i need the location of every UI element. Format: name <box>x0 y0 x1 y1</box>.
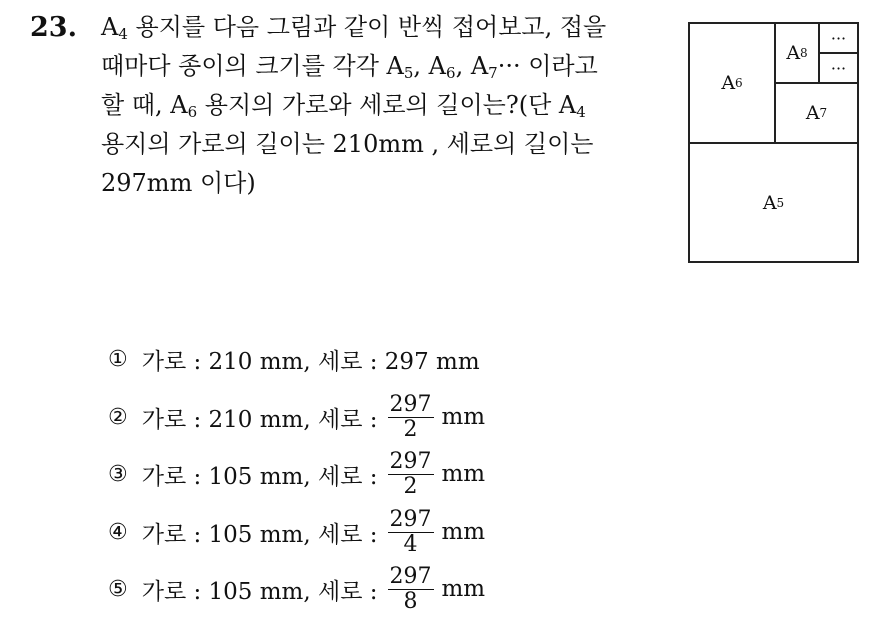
choice-marker: ① <box>108 346 128 372</box>
a6-region: A 6 <box>688 22 776 144</box>
choice-unit: mm <box>441 461 486 487</box>
choice-2[interactable] <box>108 389 485 445</box>
paper-fold-diagram <box>688 22 859 263</box>
choice-marker: ② <box>108 404 128 430</box>
choice-unit: mm <box>441 576 486 602</box>
question-line-5: 297mm 이다) <box>101 169 256 197</box>
a8-region: A 8 <box>774 22 820 84</box>
fraction-denominator: 4 <box>403 531 418 557</box>
choice-text: 가로 : 210 mm, 세로 : <box>141 406 378 433</box>
a5-region: A 5 <box>688 142 859 263</box>
fraction <box>388 450 434 499</box>
fraction <box>388 565 434 614</box>
question-line-2: 때마다 종이의 크기를 각각 $A_5$, $A_6$, $A_7\cdot\cdot\cdot$ 이라고 <box>101 52 598 82</box>
a7-region: A 7 <box>774 82 859 144</box>
choice-text: 가로 : 105 mm, 세로 : <box>141 578 378 605</box>
fraction-denominator: 8 <box>403 588 418 614</box>
question-line-3: 할 때, $A_6$ 용지의 가로와 세로의 길이는?(단 $A_4$ <box>101 91 586 121</box>
choice-text: 가로 : 210 mm, 세로 : 297 mm <box>141 348 480 375</box>
choice-marker: ③ <box>108 461 128 487</box>
choice-text: 가로 : 105 mm, 세로 : <box>141 521 378 548</box>
fraction <box>388 508 434 557</box>
fraction-denominator: 2 <box>403 416 418 442</box>
fraction-numerator: 297 <box>389 506 432 532</box>
a9-region: ··· <box>818 22 859 54</box>
choice-marker: ⑤ <box>108 576 128 602</box>
choice-text: 가로 : 105 mm, 세로 : <box>141 463 378 490</box>
fraction <box>388 393 434 442</box>
choice-marker: ④ <box>108 519 128 545</box>
question-text <box>101 8 661 203</box>
choice-unit: mm <box>441 404 486 430</box>
choice-4[interactable] <box>108 504 485 560</box>
choice-unit: mm <box>441 519 486 545</box>
question-line-4: 용지의 가로의 길이는 210mm , 세로의 길이는 <box>101 130 594 158</box>
fraction-numerator: 297 <box>389 448 432 474</box>
choice-1[interactable] <box>108 331 480 387</box>
choice-5[interactable] <box>108 561 485 617</box>
question-number: 23. <box>30 12 77 43</box>
fraction-denominator: 2 <box>403 473 418 499</box>
choice-3[interactable] <box>108 446 485 502</box>
fraction-numerator: 297 <box>389 391 432 417</box>
fraction-numerator: 297 <box>389 563 432 589</box>
a10-region: ··· <box>818 52 859 84</box>
question-line-1: $A_4$ 용지를 다음 그림과 같이 반씩 접어보고, 접을 <box>101 13 607 43</box>
